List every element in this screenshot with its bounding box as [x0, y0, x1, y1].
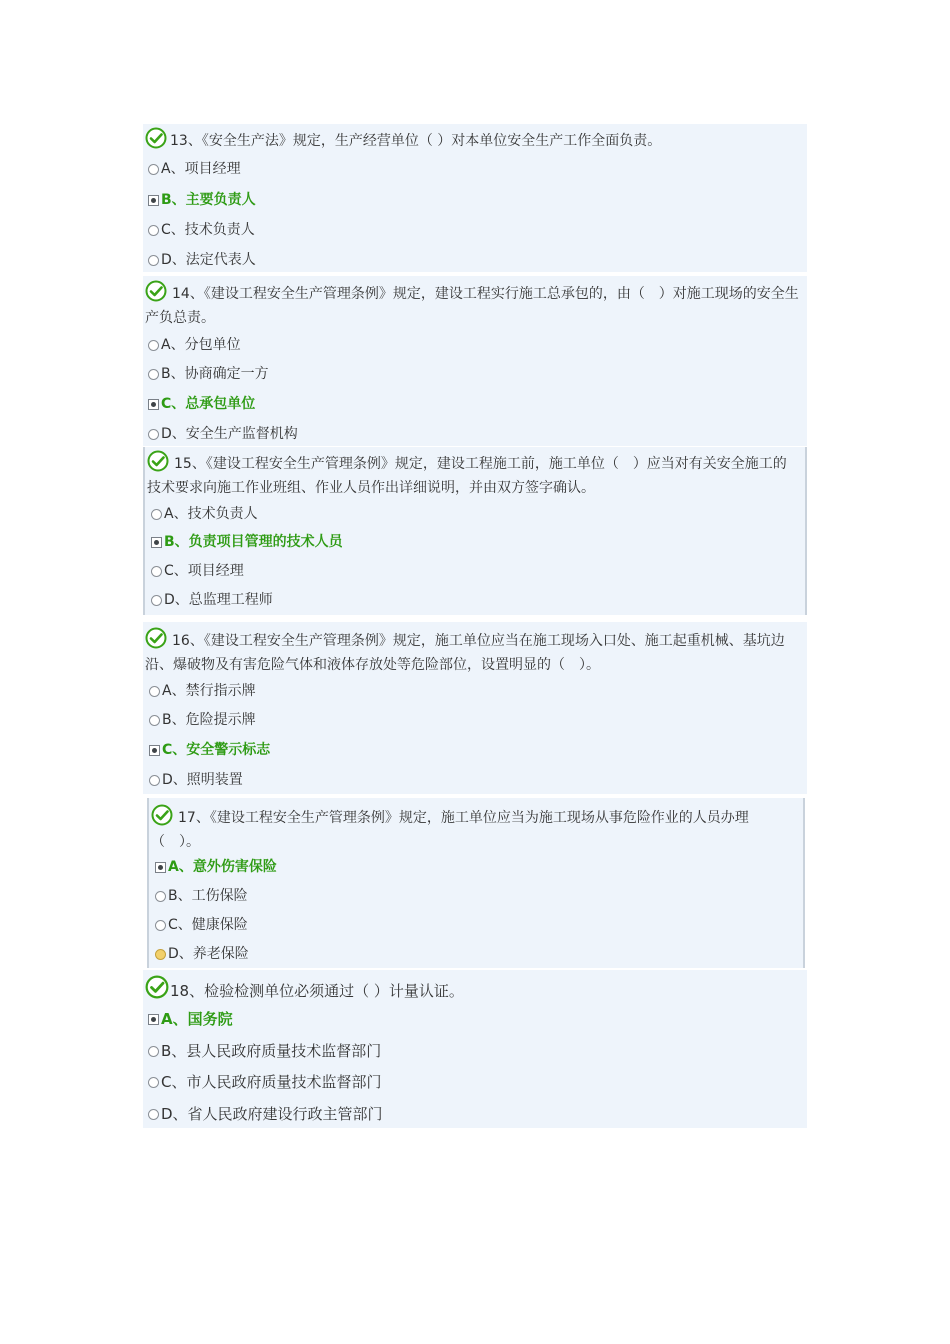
radio-icon[interactable]: [151, 595, 162, 606]
option-label: B、工伤保险: [168, 888, 248, 904]
option-label: D、照明装置: [162, 772, 243, 788]
question-block-18: [143, 970, 807, 1128]
option-a-correct[interactable]: [148, 1009, 233, 1029]
question-text: 18、检验检测单位必须通过（ ）计量认证。: [170, 982, 464, 1000]
option-label: D、总监理工程师: [164, 592, 273, 608]
option-c[interactable]: [148, 220, 255, 240]
option-label: B、县人民政府质量技术监督部门: [161, 1042, 382, 1060]
question-header: [145, 629, 803, 677]
question-header: [143, 979, 807, 1003]
option-label: A、分包单位: [161, 337, 241, 353]
radio-icon[interactable]: [148, 1109, 159, 1120]
option-c-correct[interactable]: [149, 740, 270, 760]
question-text: 16、《建设工程安全生产管理条例》规定，施工单位应当在施工现场入口处、施工起重机械、基坑边沿、爆破物及有害危险气体和液体存放处等危险部位，设置明显的（ ）。: [145, 633, 785, 673]
option-label: B、负责项目管理的技术人员: [164, 534, 343, 550]
option-label: D、安全生产监督机构: [161, 426, 298, 442]
option-b-correct[interactable]: [148, 190, 256, 210]
option-c[interactable]: [148, 1072, 381, 1092]
question-block-14: [143, 276, 807, 446]
option-label: C、健康保险: [168, 917, 248, 933]
question-text: 17、《建设工程安全生产管理条例》规定，施工单位应当为施工现场从事危险作业的人员办理（ ）。: [151, 810, 749, 850]
option-label: C、市人民政府质量技术监督部门: [161, 1073, 382, 1091]
option-b[interactable]: [149, 710, 256, 730]
question-text: 13、《安全生产法》规定，生产经营单位（ ）对本单位安全生产工作全面负责。: [170, 133, 662, 149]
selected-radio-icon[interactable]: [155, 862, 166, 873]
radio-icon[interactable]: [148, 164, 159, 175]
check-circle-icon: [145, 127, 167, 149]
option-label: D、省人民政府建设行政主管部门: [161, 1105, 383, 1123]
radio-icon[interactable]: [148, 429, 159, 440]
check-circle-icon: [145, 280, 167, 302]
radio-icon[interactable]: [155, 920, 166, 931]
option-d-hover[interactable]: [155, 944, 249, 964]
radio-icon[interactable]: [151, 566, 162, 577]
option-b[interactable]: [148, 1041, 381, 1061]
option-a[interactable]: [149, 681, 256, 701]
option-a[interactable]: [148, 159, 241, 179]
option-d[interactable]: [148, 424, 298, 444]
selected-radio-icon[interactable]: [151, 537, 162, 548]
selected-radio-icon[interactable]: [148, 399, 159, 410]
option-d[interactable]: [151, 590, 273, 610]
option-a[interactable]: [148, 335, 241, 355]
question-block-17: [147, 798, 805, 968]
check-circle-icon: [151, 804, 173, 826]
option-b[interactable]: [155, 886, 248, 906]
selected-radio-icon[interactable]: [148, 1014, 159, 1025]
option-a[interactable]: [151, 504, 258, 524]
question-block-16: [143, 622, 807, 794]
option-label: B、危险提示牌: [162, 712, 256, 728]
option-label: D、法定代表人: [161, 252, 256, 268]
radio-icon[interactable]: [148, 255, 159, 266]
option-c[interactable]: [155, 915, 248, 935]
check-circle-icon: [147, 450, 169, 472]
question-header: [143, 129, 807, 153]
option-label: A、禁行指示牌: [162, 683, 256, 699]
option-label: D、养老保险: [168, 946, 249, 962]
radio-icon[interactable]: [148, 225, 159, 236]
option-label: A、技术负责人: [164, 506, 258, 522]
radio-icon[interactable]: [151, 509, 162, 520]
question-header: [151, 806, 783, 854]
option-b[interactable]: [148, 364, 269, 384]
radio-icon[interactable]: [148, 1077, 159, 1088]
option-d[interactable]: [149, 770, 243, 790]
option-label: C、总承包单位: [161, 396, 256, 412]
option-c[interactable]: [151, 561, 244, 581]
option-label: B、协商确定一方: [161, 366, 269, 382]
radio-icon[interactable]: [148, 340, 159, 351]
option-label: B、主要负责人: [161, 192, 256, 208]
question-block-13: [143, 124, 807, 272]
option-label: A、意外伤害保险: [168, 859, 277, 875]
option-label: A、项目经理: [161, 161, 241, 177]
option-label: C、技术负责人: [161, 222, 255, 238]
option-d[interactable]: [148, 250, 256, 270]
option-label: C、项目经理: [164, 563, 244, 579]
option-b-correct[interactable]: [151, 532, 343, 552]
check-circle-icon: [145, 627, 167, 649]
radio-hover-icon[interactable]: [155, 949, 166, 960]
selected-radio-icon[interactable]: [149, 745, 160, 756]
radio-icon[interactable]: [149, 686, 160, 697]
question-text: 14、《建设工程安全生产管理条例》规定，建设工程实行施工总承包的，由（ ）对施工现场的安全生产负总责。: [145, 286, 799, 326]
radio-icon[interactable]: [149, 715, 160, 726]
radio-icon[interactable]: [148, 1046, 159, 1057]
option-label: C、安全警示标志: [162, 742, 271, 758]
option-label: A、国务院: [161, 1010, 233, 1028]
question-header: [147, 452, 797, 500]
radio-icon[interactable]: [148, 369, 159, 380]
question-block-15: [143, 447, 807, 615]
option-d[interactable]: [148, 1104, 383, 1124]
question-text: 15、《建设工程安全生产管理条例》规定，建设工程施工前，施工单位（ ）应当对有关安全施工的技术要求向施工作业班组、作业人员作出详细说明，并由双方签字确认。: [147, 456, 787, 496]
check-circle-icon: [145, 975, 169, 999]
option-a-correct[interactable]: [155, 857, 277, 877]
question-header: [145, 282, 803, 330]
radio-icon[interactable]: [155, 891, 166, 902]
selected-radio-icon[interactable]: [148, 195, 159, 206]
radio-icon[interactable]: [149, 775, 160, 786]
option-c-correct[interactable]: [148, 394, 255, 414]
